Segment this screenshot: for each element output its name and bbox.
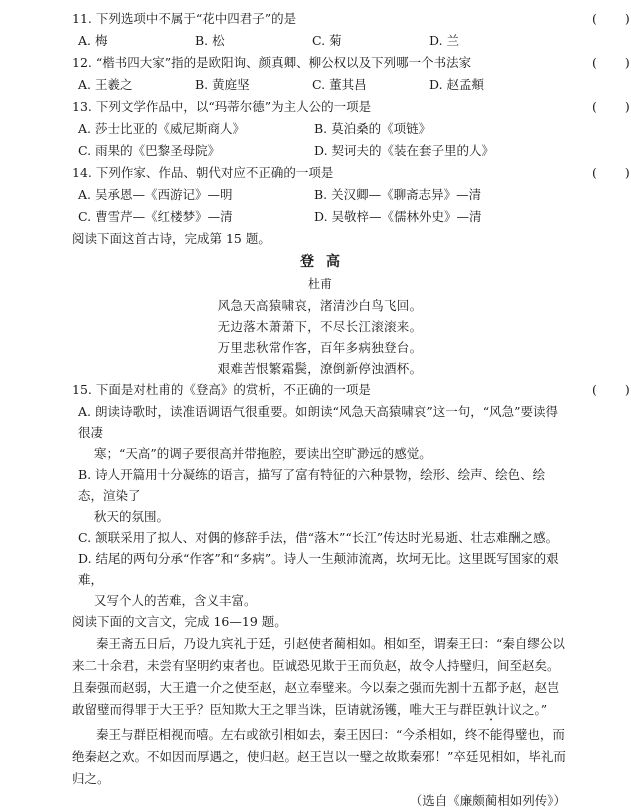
poem-title: 登高	[300, 254, 352, 270]
option-text: B. 诗人开篇用十分凝练的语言，描写了富有特征的六种景物，绘形、绘声、绘色、绘态，渲染了	[78, 467, 546, 503]
paragraph-text: 计议之。”	[497, 702, 548, 717]
option-text-continued: 又写个人的苦难，含义丰富。	[94, 593, 257, 608]
wenyan-paragraph-2: 秦王与群臣相视而嘻。左右或欲引相如去，秦王因曰：“今杀相如，终不能得璧也，而绝秦赵之欢。不如因而厚遇之，使归赵。赵王岂以一璧之故欺秦邪！”卒廷见相如，毕礼而归之。	[72, 727, 566, 786]
question-12	[72, 52, 631, 96]
option-c: C. 菊	[312, 33, 342, 48]
question-stem	[72, 162, 631, 184]
option-c	[72, 527, 568, 548]
option-c: C. 雨果的《巴黎圣母院》	[78, 143, 221, 158]
stem-text: 12. “楷书四大家”指的是欧阳询、颜真卿、柳公权以及下列哪一个书法家	[72, 55, 472, 70]
options-row	[72, 140, 568, 162]
option-text-continued: 寒；“天高”的调子要很高并带拖腔，要读出空旷渺远的感觉。	[94, 446, 432, 461]
stem-text: 15. 下面是对杜甫的《登高》的赏析，不正确的一项是	[72, 382, 371, 397]
wenyan-paragraph-1	[72, 633, 568, 724]
question-stem	[72, 96, 631, 118]
poem-line: 无边落木萧萧下，不尽长江滚滚来。	[217, 319, 423, 334]
answer-parentheses: ( )	[592, 11, 631, 26]
option-d: D. 吴敬梓—《儒林外史》—清	[314, 209, 482, 224]
option-d: D. 赵孟頫	[429, 77, 485, 92]
question-14	[72, 162, 631, 228]
option-text: A. 朗读诗歌时，读准语调语气很重要。如朗读“风急天高猿啸哀”这一句，“风急”要读得很凄	[78, 404, 559, 440]
options-row	[72, 30, 568, 52]
option-d	[72, 548, 568, 611]
option-d: D. 契诃夫的《装在套子里的人》	[314, 143, 495, 158]
options-row	[72, 118, 568, 140]
answer-parentheses: ( )	[592, 99, 631, 114]
stem-text: 13. 下列文学作品中，以“玛蒂尔德”为主人公的一项是	[72, 99, 372, 114]
answer-parentheses: ( )	[592, 165, 631, 180]
options-row	[72, 184, 568, 206]
question-11	[72, 8, 631, 52]
option-a: A. 吴承恩—《西游记》—明	[78, 187, 233, 202]
paragraph-text: 秦王斋五日后，乃设九宾礼于廷，引赵使者蔺相如。相如至，谓秦王曰：“秦自缪公以来二十余君，未尝有坚明约束者也。臣诚恐见欺于王而负赵，故令人持璧归，间至赵矣。且秦强而赵弱，大王遣一介之使至赵，赵立奉璧来。今以秦之强而先割十五都予赵，赵岂敢留璧而得罪于大王乎？臣知欺大王之罪当诛，臣请就汤镬，唯大王与群臣	[72, 636, 565, 717]
poem-line: 艰难苦恨繁霜鬓，潦倒新停浊酒杯。	[217, 361, 423, 376]
option-b: B. 莫泊桑的《项链》	[314, 121, 432, 136]
option-a: A. 梅	[78, 33, 108, 48]
option-b	[72, 464, 568, 527]
poem-line: 风急天高猿啸哀，渚清沙白鸟飞回。	[217, 298, 423, 313]
poem-line: 万里悲秋常作客，百年多病独登台。	[217, 340, 423, 355]
question-15	[72, 379, 631, 611]
emphasized-character: 孰	[484, 702, 498, 717]
options-row	[72, 74, 568, 96]
stem-text: 11. 下列选项中不属于“花中四君子”的是	[72, 11, 297, 26]
question-13	[72, 96, 631, 162]
option-a: A. 王羲之	[78, 77, 133, 92]
poem-author: 杜甫	[307, 277, 332, 291]
option-c: C. 曹雪芹—《红楼梦》—清	[78, 209, 233, 224]
question-stem	[72, 8, 631, 30]
poem-instructions: 阅读下面这首古诗，完成第 15 题。	[72, 231, 271, 246]
option-text-continued: 秋天的氛围。	[94, 509, 170, 524]
option-d: D. 兰	[429, 33, 460, 48]
option-b: B. 松	[195, 33, 225, 48]
stem-text: 14. 下列作家、作品、朝代对应不正确的一项是	[72, 165, 334, 180]
option-b: B. 黄庭坚	[195, 77, 250, 92]
poem-body	[72, 295, 568, 379]
question-stem	[72, 52, 631, 74]
options-row	[72, 206, 568, 228]
option-a	[72, 401, 568, 464]
option-text: C. 颔联采用了拟人、对偶的修辞手法，借“落木”“长江”传达时光易逝、壮志难酬之感。	[78, 530, 559, 545]
option-a: A. 莎士比亚的《威尼斯商人》	[78, 121, 245, 136]
option-c: C. 董其昌	[312, 77, 367, 92]
wenyan-instructions: 阅读下面的文言文，完成 16—19 题。	[72, 614, 287, 629]
question-stem	[72, 379, 631, 401]
passage-source: （选自《廉颇蔺相如列传》）	[409, 793, 566, 808]
answer-parentheses: ( )	[592, 55, 631, 70]
option-b: B. 关汉卿—《聊斋志异》—清	[314, 187, 482, 202]
option-text: D. 结尾的两句分承“作客”和“多病”。诗人一生颠沛流离，坎坷无比。这里既写国家的艰难，	[78, 551, 559, 587]
answer-parentheses: ( )	[592, 382, 631, 397]
